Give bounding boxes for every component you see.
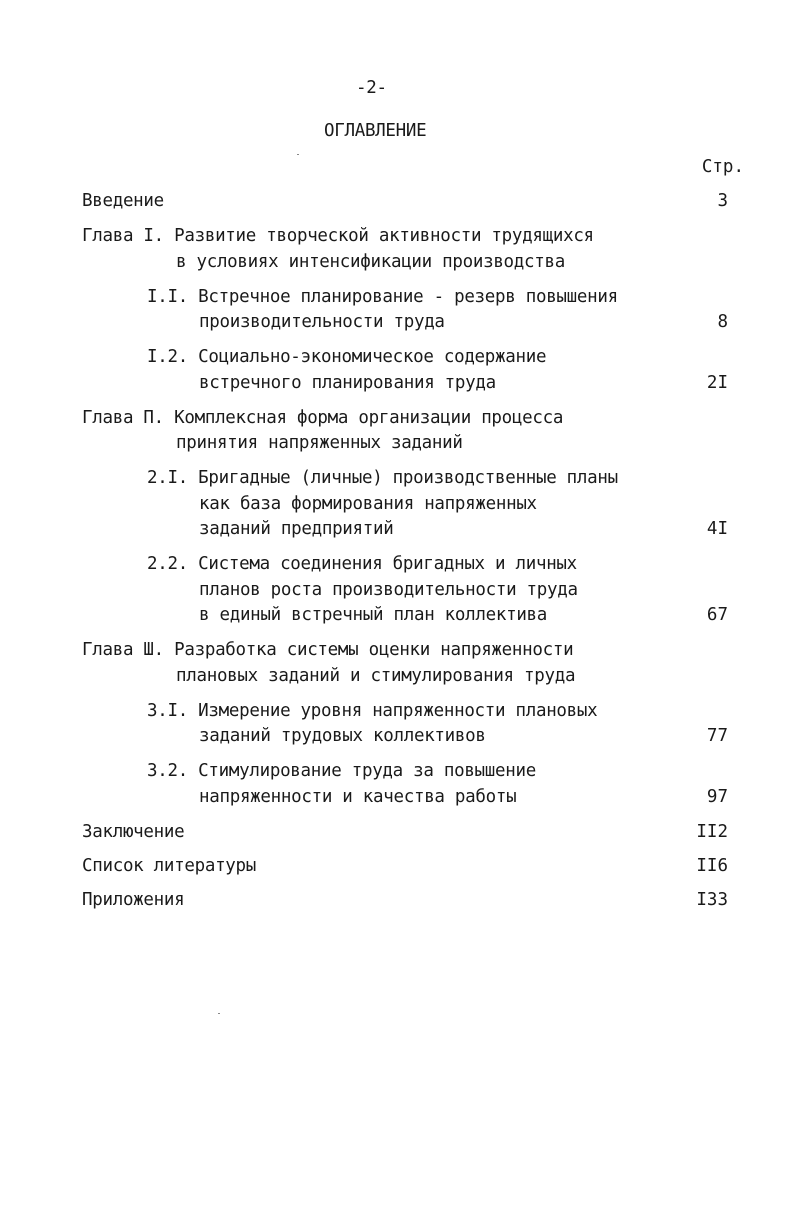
toc-chapter-line: Глава I. Развитие творческой активности трудящихся <box>82 226 594 246</box>
toc-section-line: встречного планирования труда <box>199 373 496 393</box>
toc-section-line: 2.I. Бригадные (личные) производственные планы <box>147 468 618 488</box>
toc-label: Введение <box>82 191 164 211</box>
toc-section-line: заданий предприятий <box>199 519 394 539</box>
scan-speck <box>297 154 299 155</box>
toc-chapter-line: плановых заданий и стимулирования труда <box>176 666 576 686</box>
toc-section-line: как база формирования напряженных <box>199 494 537 514</box>
toc-section-line: I.I. Встречное планирование - резерв повышения <box>147 287 618 307</box>
toc-page: 2I <box>706 373 728 393</box>
toc-page: 8 <box>717 312 728 332</box>
toc-page: 3 <box>717 191 728 211</box>
toc-label: Список литературы <box>82 856 257 876</box>
toc-chapter-line: принятия напряженных заданий <box>176 433 463 453</box>
toc-section-line: 2.2. Система соединения бригадных и личных <box>147 554 577 574</box>
toc-page: 4I <box>706 519 728 539</box>
toc-chapter-line: Глава П. Комплексная форма организации процесса <box>82 408 564 428</box>
toc-page: 97 <box>706 787 728 807</box>
toc-section-line: 3.2. Стимулирование труда за повышение <box>147 761 536 781</box>
toc-section-line: заданий трудовых коллективов <box>199 726 486 746</box>
toc-label: Заключение <box>82 822 185 842</box>
toc-page: 67 <box>706 605 728 625</box>
toc-section-line: в единый встречный план коллектива <box>199 605 548 625</box>
document-title: ОГЛАВЛЕНИЕ <box>324 121 427 141</box>
toc-section-line: планов роста производительности труда <box>199 580 578 600</box>
toc-chapter-line: в условиях интенсификации производства <box>176 252 565 272</box>
toc-section-line: напряженности и качества работы <box>199 787 517 807</box>
toc-page: I33 <box>696 890 728 910</box>
toc-chapter-line: Глава Ш. Разработка системы оценки напряженности <box>82 640 574 660</box>
toc-label: Приложения <box>82 890 185 910</box>
toc-section-line: I.2. Социально-экономическое содержание <box>147 347 547 367</box>
scan-speck <box>218 1013 220 1014</box>
page-column-header: Стр. <box>701 157 744 177</box>
page-number: -2- <box>356 78 387 98</box>
toc-page: II6 <box>696 856 728 876</box>
toc-section-line: 3.I. Измерение уровня напряженности плановых <box>147 701 598 721</box>
toc-page: 77 <box>706 726 728 746</box>
toc-page: II2 <box>696 822 728 842</box>
toc-section-line: производительности труда <box>199 312 445 332</box>
